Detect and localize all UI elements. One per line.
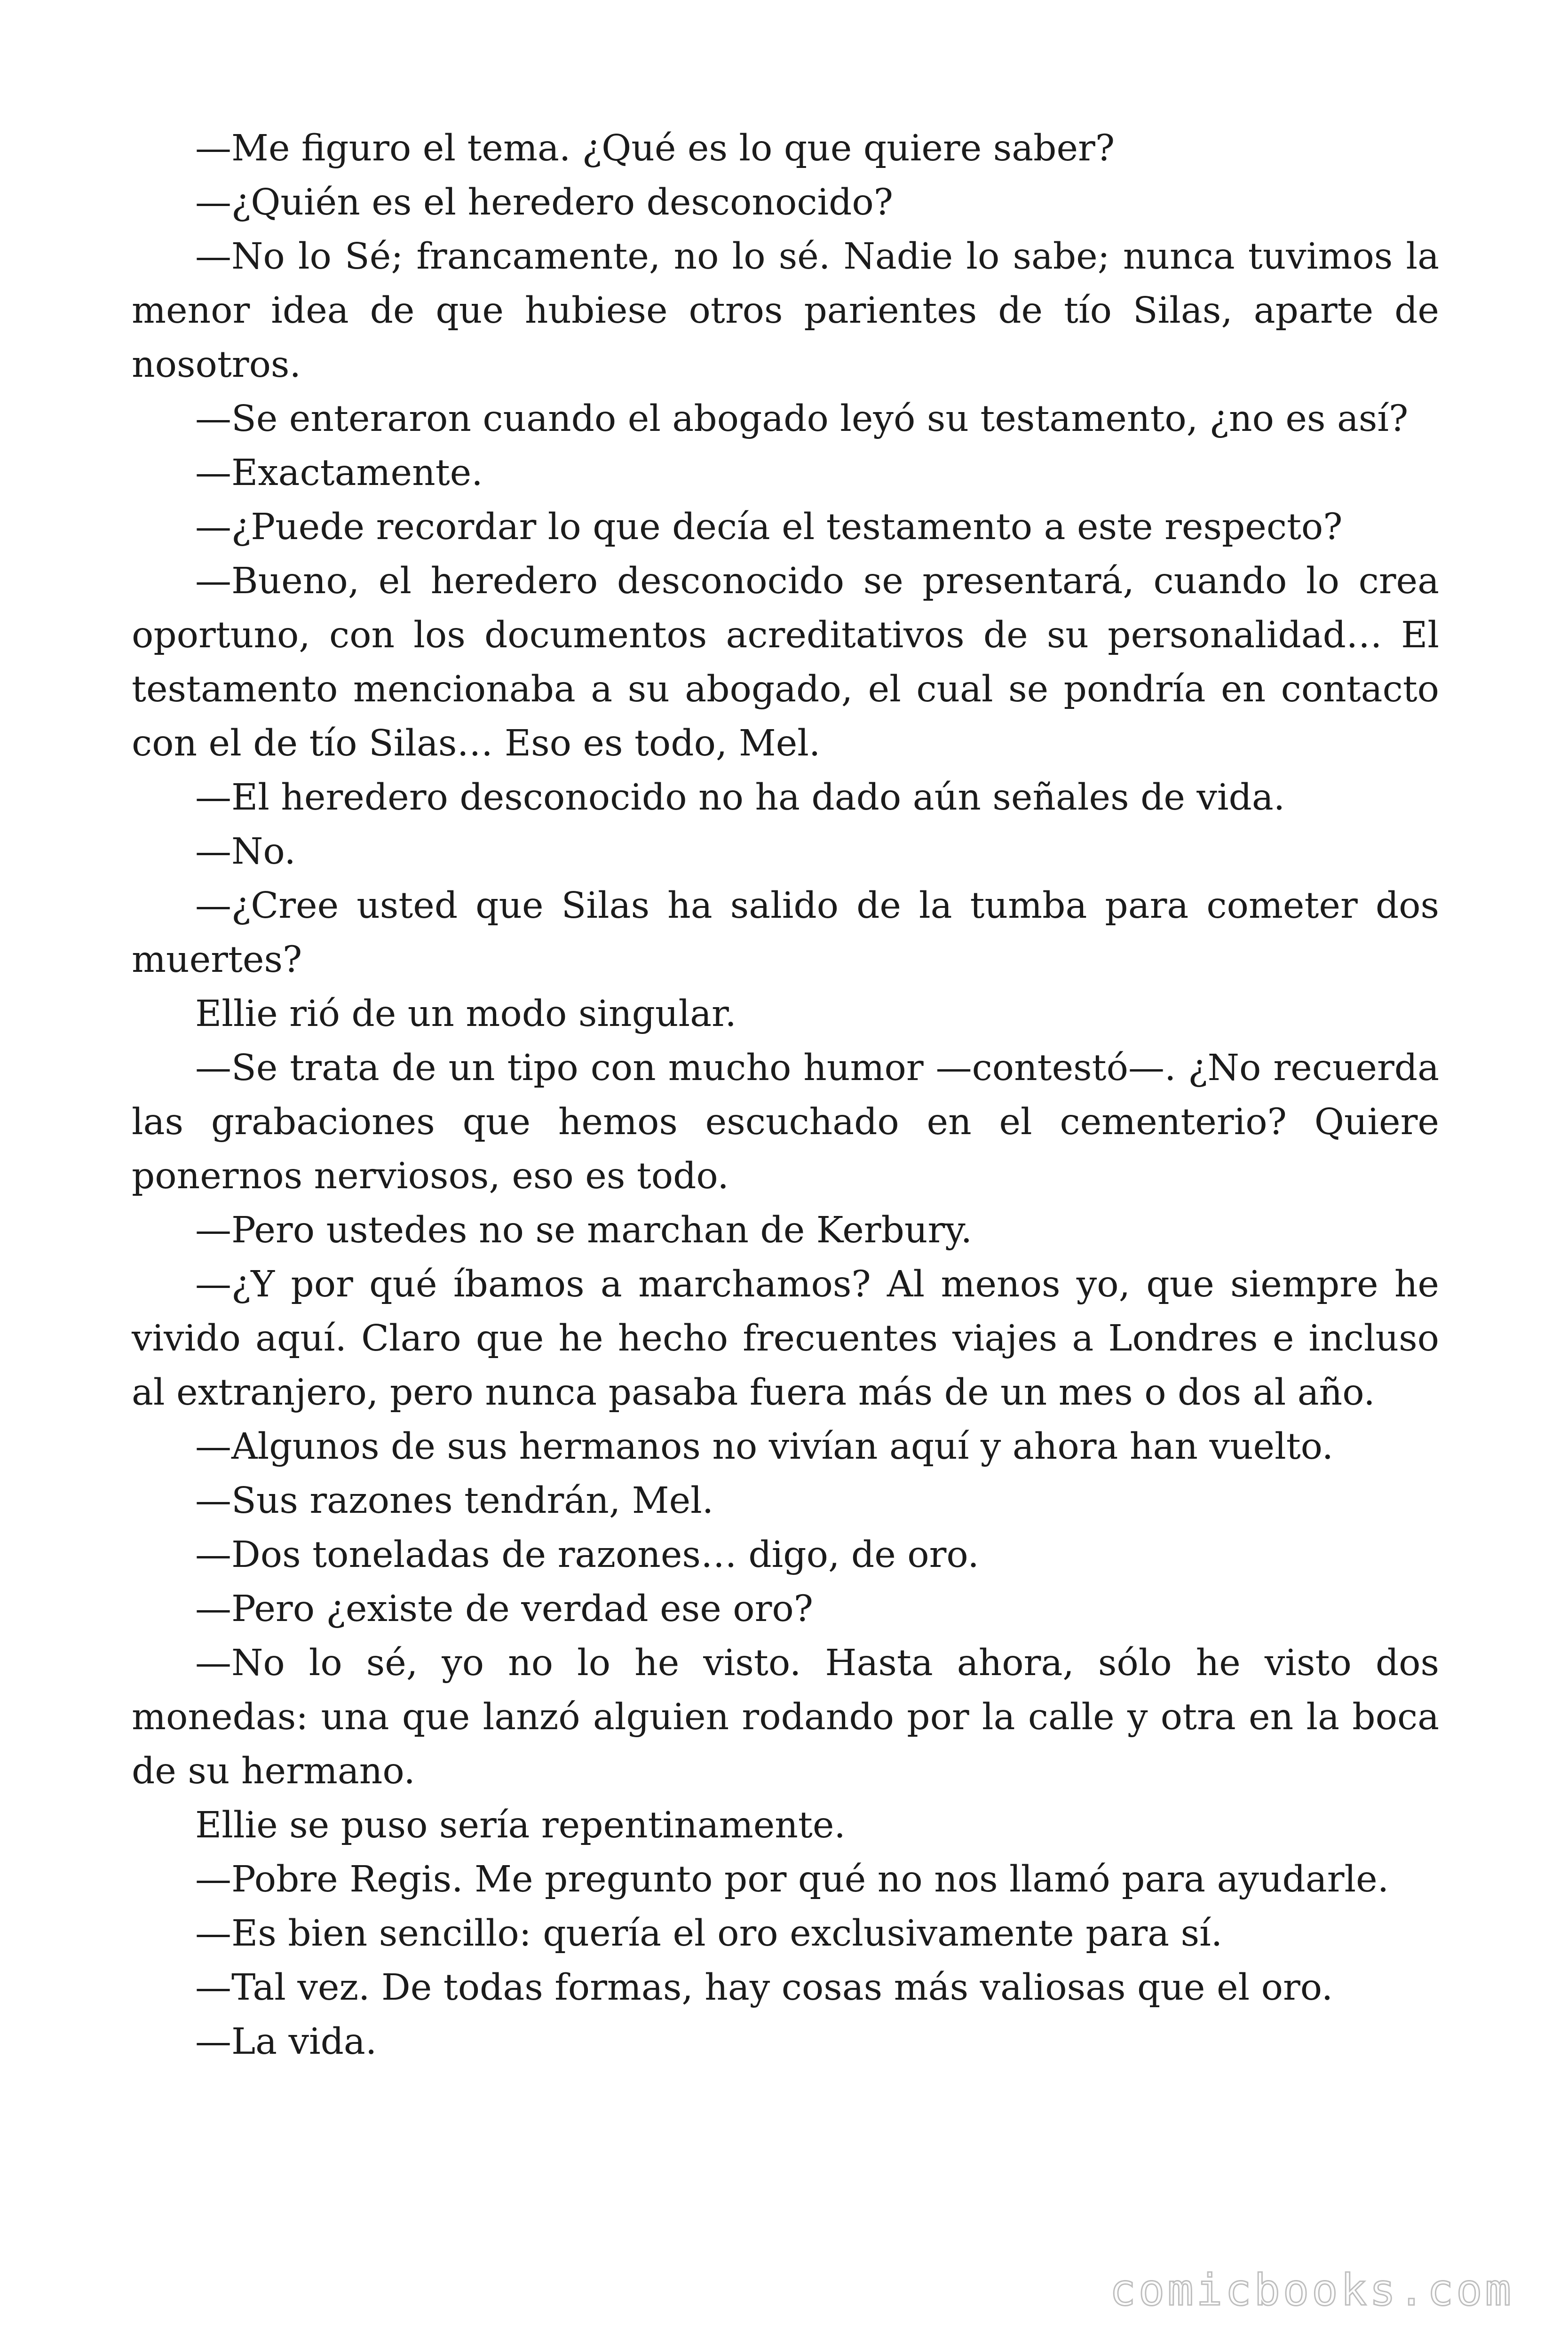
paragraph: —Exactamente. <box>195 452 483 494</box>
paragraph: —No lo sé, yo no lo he visto. Hasta ahora, sólo he visto dos monedas: una que lanzó alguien rodando por la calle y otra en la boca de su hermano. <box>132 1642 1439 1792</box>
paragraph: —No lo Sé; francamente, no lo sé. Nadie lo sabe; nunca tuvimos la menor idea de que hubiese otros parientes de tío Silas, aparte de nosotros. <box>132 236 1439 386</box>
paragraph: —El heredero desconocido no ha dado aún señales de vida. <box>195 777 1285 818</box>
paragraph: —Me figuro el tema. ¿Qué es lo que quiere saber? <box>195 127 1115 169</box>
paragraph: —Algunos de sus hermanos no vivían aquí y ahora han vuelto. <box>195 1426 1334 1468</box>
paragraph: —Se enteraron cuando el abogado leyó su testamento, ¿no es así? <box>195 398 1409 440</box>
paragraph: —Se trata de un tipo con mucho humor —contestó—. ¿No recuerda las grabaciones que hemos escuchado en el cementerio? Quiere ponernos nerviosos, eso es todo. <box>132 1047 1439 1197</box>
paragraph: —Tal vez. De todas formas, hay cosas más valiosas que el oro. <box>195 1967 1333 2009</box>
paragraph: —¿Y por qué íbamos a marchamos? Al menos yo, que siempre he vivido aquí. Claro que he hecho frecuentes viajes a Londres e incluso al extranjero, pero nunca pasaba fuera más de un mes o dos al año. <box>132 1263 1439 1414</box>
paragraph: —Bueno, el heredero desconocido se presentará, cuando lo crea oportuno, con los documentos acreditativos de su personalidad… El testamento mencionaba a su abogado, el cual se pondría en contacto con el de tío Silas… Eso es todo, Mel. <box>132 560 1439 764</box>
paragraph: Ellie se puso sería repentinamente. <box>195 1804 846 1846</box>
paragraph: —No. <box>195 831 296 873</box>
paragraph: —¿Puede recordar lo que decía el testamento a este respecto? <box>195 506 1343 548</box>
paragraph: —La vida. <box>195 2021 377 2063</box>
paragraph: —Dos toneladas de razones… digo, de oro. <box>195 1534 979 1576</box>
paragraph: —Sus razones tendrán, Mel. <box>195 1480 714 1522</box>
paragraph: Ellie rió de un modo singular. <box>195 993 736 1035</box>
paragraph: —¿Quién es el heredero desconocido? <box>195 182 894 223</box>
book-page-text <box>132 121 1439 2069</box>
paragraph: —Pobre Regis. Me pregunto por qué no nos llamó para ayudarle. <box>195 1859 1389 1900</box>
paragraph: —¿Cree usted que Silas ha salido de la tumba para cometer dos muertes? <box>132 885 1439 981</box>
paragraph: —Pero ¿existe de verdad ese oro? <box>195 1588 814 1630</box>
paragraph: —Es bien sencillo: quería el oro exclusivamente para sí. <box>195 1913 1223 1955</box>
watermark: comicbooks.com <box>1109 2265 1514 2315</box>
paragraph: —Pero ustedes no se marchan de Kerbury. <box>195 1209 973 1251</box>
